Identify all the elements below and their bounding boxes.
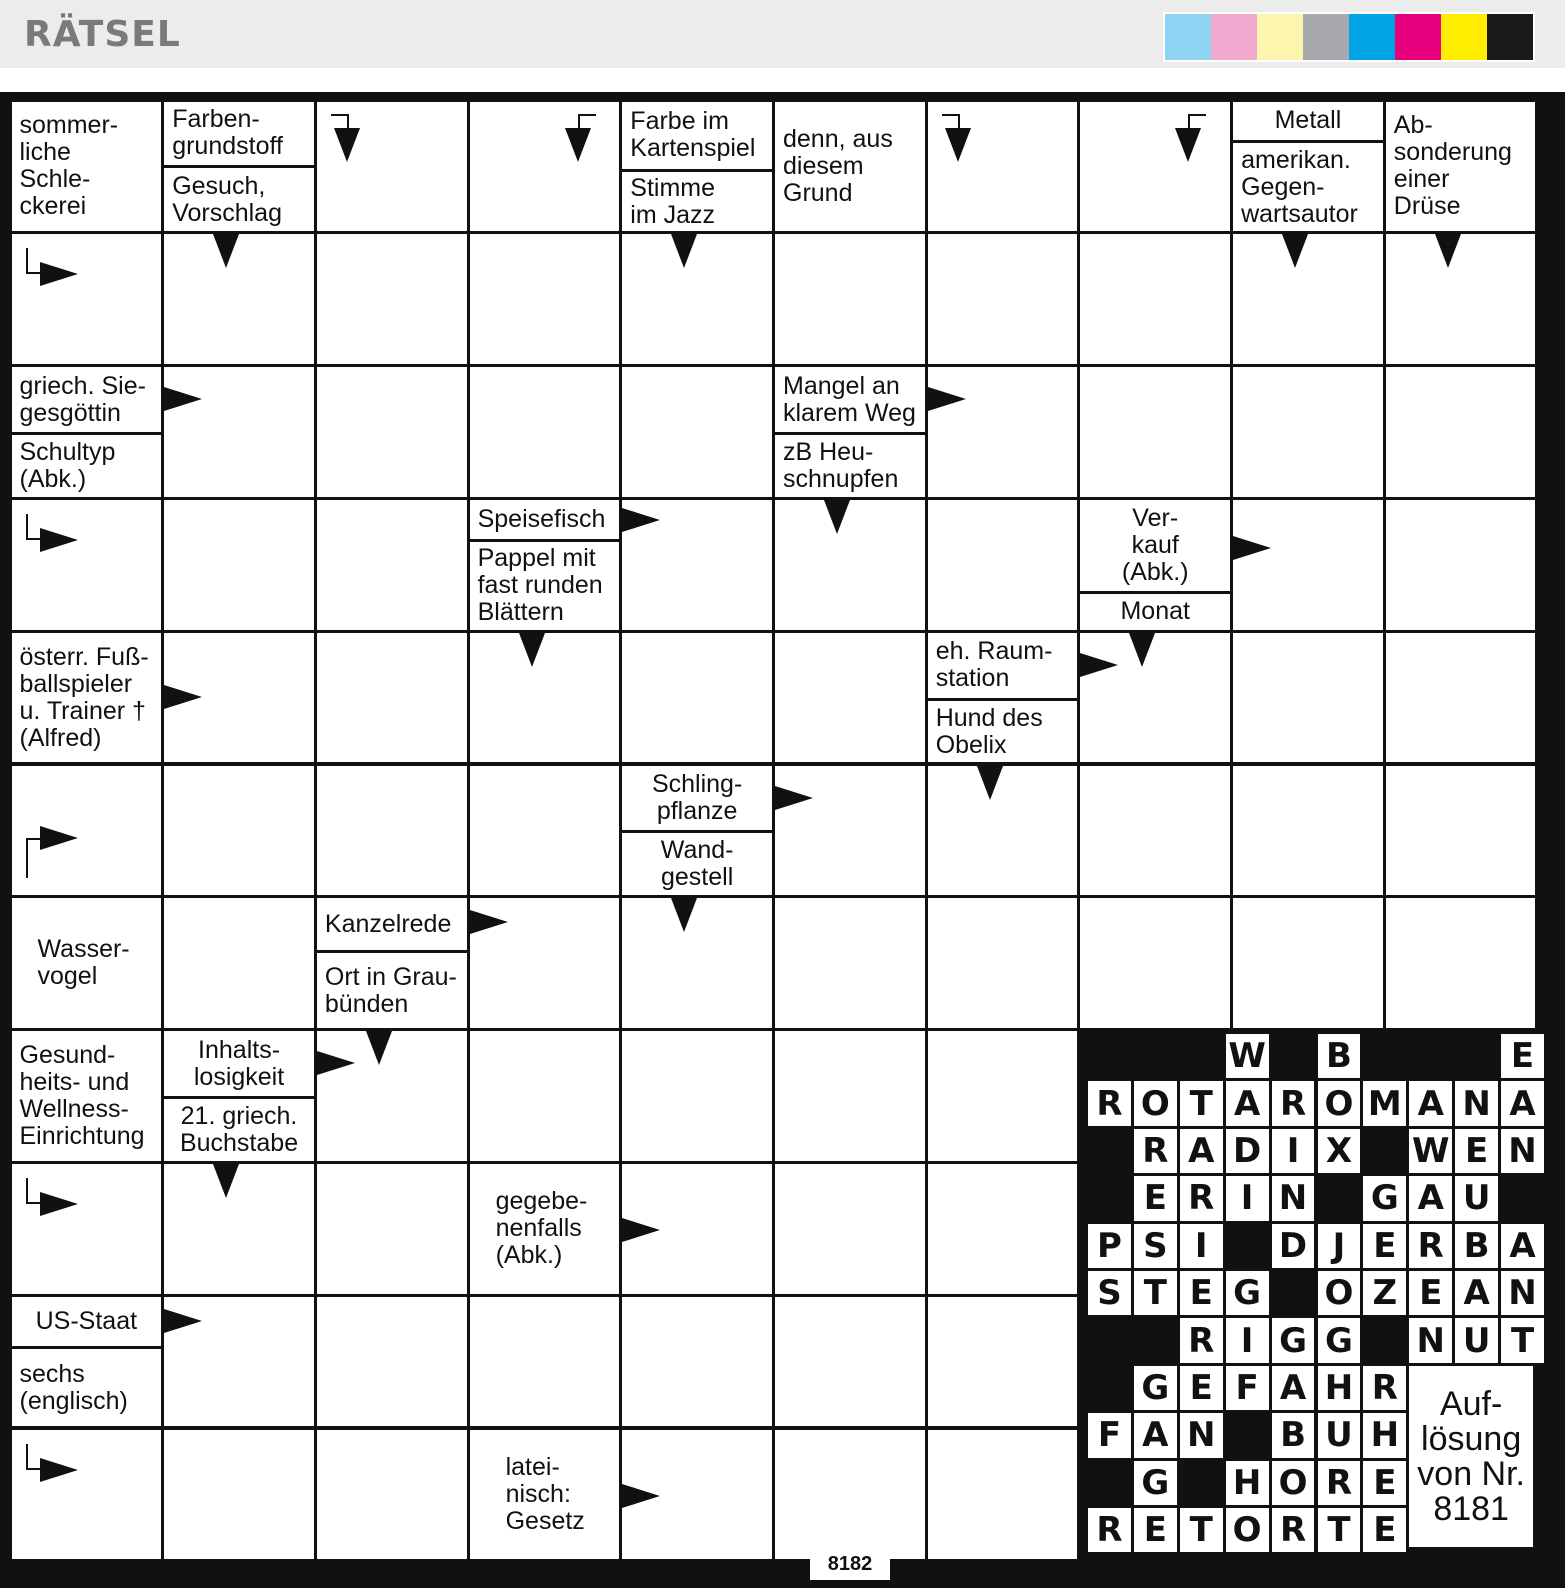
solution-letter: G — [1318, 1318, 1361, 1362]
grid-cell[interactable] — [1233, 766, 1383, 896]
arrow-right-icon — [164, 685, 202, 709]
grid-cell[interactable] — [1080, 234, 1230, 364]
grid-cell[interactable] — [1233, 500, 1383, 630]
clue-cell — [1386, 102, 1536, 232]
solution-letter: O — [1318, 1081, 1361, 1125]
clue-text: Wand- gestell — [622, 830, 772, 895]
clue-text: Hund des Obelix — [928, 698, 1078, 763]
grid-cell[interactable] — [775, 1031, 925, 1161]
solution-letter: B — [1272, 1413, 1315, 1457]
clue-text: 21. griech. Buchstabe — [164, 1096, 314, 1161]
solution-letter: T — [1501, 1318, 1544, 1362]
arrow-right-icon — [622, 1218, 660, 1242]
solution-letter: A — [1180, 1129, 1223, 1173]
arrow-right-icon — [622, 508, 660, 532]
solution-letter: M — [1363, 1081, 1406, 1125]
grid-cell[interactable] — [317, 1164, 467, 1294]
clue-cell — [928, 633, 1078, 763]
solution-letter: R — [1088, 1081, 1131, 1125]
arrow-down-icon — [1282, 234, 1308, 268]
solution-letter: N — [1272, 1176, 1315, 1220]
grid-cell[interactable] — [1080, 766, 1230, 896]
solution-letter: Z — [1363, 1271, 1406, 1315]
solution-letter: I — [1180, 1224, 1223, 1268]
grid-cell[interactable] — [317, 766, 467, 896]
bend-arrow-right-icon — [40, 528, 78, 552]
color-swatch — [1487, 14, 1533, 60]
clue-cell — [164, 102, 314, 232]
arrow-right-icon — [1080, 653, 1118, 677]
solution-letter: F — [1226, 1366, 1269, 1410]
bend-arrow-down-icon — [945, 128, 971, 162]
clue-cell — [470, 500, 620, 630]
solution-letter: G — [1134, 1366, 1177, 1410]
grid-cell[interactable] — [164, 898, 314, 1028]
solution-letter: I — [1272, 1129, 1315, 1173]
clue-cell — [317, 898, 467, 1028]
solution-letter: R — [1088, 1508, 1131, 1552]
clue-cell — [1233, 102, 1383, 232]
solution-letter: E — [1409, 1271, 1452, 1315]
grid-cell[interactable] — [1233, 898, 1383, 1028]
solution-letter: R — [1409, 1224, 1452, 1268]
solution-letter: A — [1409, 1081, 1452, 1125]
clue-text: gegebe- nenfalls (Abk.) — [495, 1187, 588, 1270]
solution-letter: E — [1134, 1508, 1177, 1552]
grid-cell[interactable] — [1386, 367, 1536, 497]
clue-cell — [470, 1164, 620, 1294]
solution-letter: A — [1409, 1176, 1452, 1220]
grid-cell[interactable] — [470, 102, 620, 232]
grid-cell[interactable] — [1386, 766, 1536, 896]
solution-letter: N — [1455, 1081, 1498, 1125]
solution-letter: O — [1272, 1461, 1315, 1505]
clue-text: Ver- kauf (Abk.) — [1121, 503, 1189, 586]
grid-cell[interactable] — [775, 1164, 925, 1294]
grid-cell[interactable] — [928, 898, 1078, 1028]
clue-cell — [12, 1031, 162, 1161]
solution-letter: E — [1363, 1461, 1406, 1505]
solution-letter: R — [1363, 1366, 1406, 1410]
clue-text: sommer- liche Schle- ckerei — [19, 111, 119, 221]
solution-letter: T — [1180, 1081, 1223, 1125]
clue-text: Farben- grundstoff — [172, 105, 283, 161]
clue-text: Ab- sonderung einer Drüse — [1393, 111, 1512, 221]
grid-cell[interactable] — [317, 367, 467, 497]
grid-cell[interactable] — [775, 234, 925, 364]
color-swatch — [1395, 14, 1441, 60]
clue-cell — [622, 766, 772, 896]
solution-letter: E — [1180, 1366, 1223, 1410]
arrow-down-icon — [671, 898, 697, 932]
solution-letter: R — [1180, 1176, 1223, 1220]
grid-cell[interactable] — [622, 1031, 772, 1161]
clue-cell — [12, 102, 162, 232]
clue-text: latei- nisch: Gesetz — [505, 1452, 585, 1535]
arrow-right-icon — [164, 387, 202, 411]
solution-letter: O — [1226, 1508, 1269, 1552]
solution-letter: A — [1134, 1413, 1177, 1457]
solution-letter: I — [1226, 1176, 1269, 1220]
solution-letter: N — [1409, 1318, 1452, 1362]
clue-text: US-Staat — [35, 1306, 138, 1335]
clue-cell — [12, 633, 162, 763]
grid-cell[interactable] — [317, 1297, 467, 1427]
grid-cell[interactable] — [1386, 500, 1536, 630]
arrow-right-icon — [317, 1051, 355, 1075]
solution-letter: N — [1501, 1271, 1544, 1315]
solution-letter: W — [1409, 1129, 1452, 1173]
color-swatch — [1441, 14, 1487, 60]
arrow-down-icon — [824, 500, 850, 534]
solution-letter: A — [1226, 1081, 1269, 1125]
solution-letter: O — [1318, 1271, 1361, 1315]
solution-letter: T — [1318, 1508, 1361, 1552]
clue-text: amerikan. Gegen- wartsautor — [1233, 140, 1383, 231]
solution-letter: B — [1318, 1034, 1361, 1078]
solution-letter: U — [1455, 1176, 1498, 1220]
clue-text: sechs (englisch) — [12, 1346, 162, 1426]
arrow-down-icon — [671, 234, 697, 268]
clue-cell — [164, 1031, 314, 1161]
clue-text: Farbe im Kartenspiel — [630, 107, 756, 163]
grid-cell[interactable] — [317, 500, 467, 630]
solution-letter: I — [1226, 1318, 1269, 1362]
bend-arrow-right-icon — [40, 262, 78, 286]
grid-cell[interactable] — [470, 1297, 620, 1427]
solution-letter: P — [1088, 1224, 1131, 1268]
clue-text: Schling- pflanze — [651, 769, 743, 825]
clue-text: Kanzelrede — [324, 909, 452, 938]
grid-cell[interactable] — [775, 633, 925, 763]
solution-letter: B — [1455, 1224, 1498, 1268]
clue-text: Schultyp (Abk.) — [12, 432, 162, 497]
clue-cell — [775, 367, 925, 497]
grid-cell[interactable] — [928, 1430, 1078, 1560]
solution-letter: N — [1180, 1413, 1223, 1457]
grid-cell[interactable] — [928, 1297, 1078, 1427]
clue-text: denn, aus diesem Grund — [783, 124, 893, 207]
clue-text: Wasser- vogel — [37, 935, 130, 991]
arrow-down-icon — [1435, 234, 1461, 268]
puzzle-number: 8182 — [810, 1550, 890, 1580]
solution-letter: D — [1226, 1129, 1269, 1173]
previous-solution-grid — [1078, 1030, 1537, 1578]
clue-text: Ort in Grau- bünden — [317, 950, 467, 1028]
grid-cell[interactable] — [1386, 633, 1536, 763]
solution-letter: U — [1318, 1413, 1361, 1457]
grid-cell[interactable] — [164, 1430, 314, 1560]
grid-cell[interactable] — [1233, 633, 1383, 763]
grid-cell[interactable] — [1080, 367, 1230, 497]
clue-text: zB Heu- schnupfen — [775, 432, 925, 497]
bend-arrow-down-icon — [1175, 128, 1201, 162]
grid-cell[interactable] — [928, 234, 1078, 364]
clue-text: Gesund- heits- und Wellness- Einrichtung — [19, 1040, 145, 1150]
solution-letter: D — [1272, 1224, 1315, 1268]
bend-arrow-right-icon — [40, 1192, 78, 1216]
color-swatch — [1257, 14, 1303, 60]
clue-text: Inhalts- losigkeit — [193, 1035, 285, 1091]
solution-letter: U — [1455, 1318, 1498, 1362]
clue-cell — [470, 1430, 620, 1560]
arrow-down-icon — [977, 766, 1003, 800]
solution-letter: H — [1226, 1461, 1269, 1505]
arrow-right-icon — [164, 1309, 202, 1333]
grid-cell[interactable] — [622, 633, 772, 763]
grid-cell[interactable] — [317, 633, 467, 763]
solution-letter: T — [1180, 1508, 1223, 1552]
clue-cell — [622, 102, 772, 232]
clue-cell — [12, 367, 162, 497]
bend-arrow-right-icon — [40, 1458, 78, 1482]
solution-letter: S — [1134, 1224, 1177, 1268]
arrow-right-icon — [622, 1484, 660, 1508]
color-swatch — [1349, 14, 1395, 60]
clue-text: Mangel an klarem Weg — [783, 371, 916, 427]
grid-cell[interactable] — [317, 1430, 467, 1560]
solution-letter: G — [1226, 1271, 1269, 1315]
grid-cell[interactable] — [470, 1031, 620, 1161]
solution-letter: G — [1272, 1318, 1315, 1362]
solution-letter: R — [1272, 1081, 1315, 1125]
solution-letter: F — [1088, 1413, 1131, 1457]
solution-letter: W — [1226, 1034, 1269, 1078]
page-title: RÄTSEL — [24, 14, 181, 55]
solution-letter: E — [1455, 1129, 1498, 1173]
arrow-right-icon — [775, 786, 813, 810]
bend-arrow-down-icon — [334, 128, 360, 162]
clue-cell — [12, 1297, 162, 1427]
solution-letter: A — [1501, 1081, 1544, 1125]
color-calibration-strip — [1163, 12, 1535, 62]
grid-cell[interactable] — [622, 367, 772, 497]
clue-text: Metall — [1274, 106, 1342, 135]
clue-cell — [12, 898, 162, 1028]
solution-letter: G — [1134, 1461, 1177, 1505]
bend-arrow-down-icon — [565, 128, 591, 162]
grid-cell[interactable] — [470, 234, 620, 364]
arrow-down-icon — [213, 234, 239, 268]
solution-letter: R — [1134, 1129, 1177, 1173]
clue-cell — [1080, 500, 1230, 630]
solution-letter: A — [1272, 1366, 1315, 1410]
solution-letter: N — [1501, 1129, 1544, 1173]
solution-letter: S — [1088, 1271, 1131, 1315]
clue-text: eh. Raum- station — [935, 637, 1053, 693]
solution-letter: E — [1363, 1508, 1406, 1552]
grid-cell[interactable] — [1080, 898, 1230, 1028]
color-swatch — [1165, 14, 1211, 60]
clue-text: griech. Sie- gesgöttin — [19, 371, 146, 427]
clue-text: österr. Fuß- ballspieler u. Trainer † (Alfred) — [19, 642, 149, 752]
grid-cell[interactable] — [775, 1430, 925, 1560]
solution-letter: A — [1501, 1224, 1544, 1268]
solution-letter: G — [1363, 1176, 1406, 1220]
clue-text: Monat — [1080, 591, 1230, 630]
solution-letter: R — [1318, 1461, 1361, 1505]
grid-cell[interactable] — [1386, 898, 1536, 1028]
clue-cell — [775, 102, 925, 232]
arrow-right-icon — [928, 387, 966, 411]
solution-letter: R — [1272, 1508, 1315, 1552]
arrow-right-icon — [1233, 536, 1271, 560]
solution-letter: X — [1318, 1129, 1361, 1173]
grid-cell[interactable] — [164, 766, 314, 896]
grid-cell[interactable] — [164, 500, 314, 630]
clue-text: Speisefisch — [477, 504, 606, 533]
solution-letter: T — [1134, 1271, 1177, 1315]
grid-cell[interactable] — [317, 234, 467, 364]
color-swatch — [1303, 14, 1349, 60]
header-bar — [0, 0, 1565, 68]
solution-letter: A — [1455, 1271, 1498, 1315]
solution-letter: E — [1180, 1271, 1223, 1315]
grid-cell[interactable] — [775, 1297, 925, 1427]
solution-letter: H — [1318, 1366, 1361, 1410]
arrow-down-icon — [519, 633, 545, 667]
solution-caption: Auf- lösung von Nr. 8181 — [1409, 1366, 1533, 1548]
solution-letter: E — [1134, 1176, 1177, 1220]
grid-cell[interactable] — [470, 367, 620, 497]
solution-letter: H — [1363, 1413, 1406, 1457]
arrow-right-icon — [470, 910, 508, 934]
grid-cell[interactable] — [928, 1164, 1078, 1294]
grid-cell[interactable] — [622, 1297, 772, 1427]
arrow-down-icon — [213, 1164, 239, 1198]
grid-cell[interactable] — [928, 1031, 1078, 1161]
grid-cell[interactable] — [1080, 102, 1230, 232]
arrow-down-icon — [366, 1031, 392, 1065]
solution-letter: E — [1501, 1034, 1544, 1078]
grid-cell[interactable] — [1233, 367, 1383, 497]
solution-letter: E — [1363, 1224, 1406, 1268]
arrow-down-icon — [1129, 633, 1155, 667]
clue-text: Gesuch, Vorschlag — [164, 165, 314, 231]
clue-text: Pappel mit fast runden Blättern — [470, 539, 620, 630]
bend-arrow-right-icon — [40, 826, 78, 850]
solution-letter: O — [1134, 1081, 1177, 1125]
solution-letter: J — [1318, 1224, 1361, 1268]
clue-text: Stimme im Jazz — [622, 169, 772, 231]
color-swatch — [1211, 14, 1257, 60]
grid-cell[interactable] — [775, 898, 925, 1028]
grid-cell[interactable] — [470, 766, 620, 896]
grid-cell[interactable] — [928, 500, 1078, 630]
solution-letter: R — [1180, 1318, 1223, 1362]
